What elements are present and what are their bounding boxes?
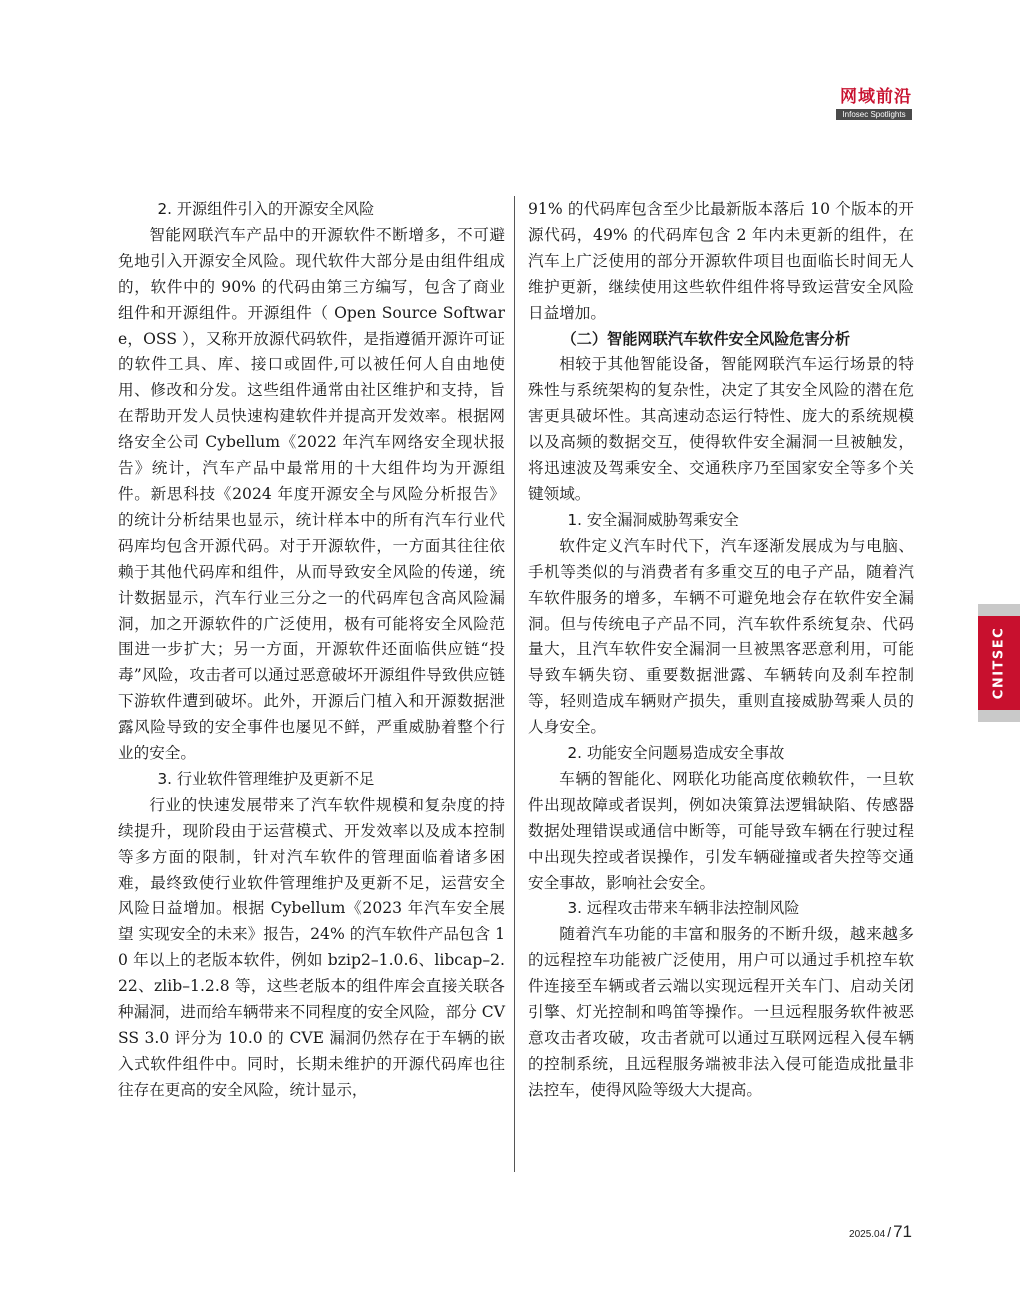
footer-slash: /: [887, 1224, 892, 1240]
paragraph: 软件定义汽车时代下，汽车逐渐发展成为与电脑、手机等类似的与消费者有多重交互的电子产品，随着汽车软件服务的增多，车辆不可避免地会存在软件安全漏洞。但与传统电子产品不同，汽车软件系统复杂、代码量大，且汽车软件安全漏洞一旦被黑客恶意利用，可能导致车辆失窃、重要数据泄露、车辆转向及刹车控制等，轻则造成车辆财产损失，重则直接威胁驾乘人员的人身安全。: [528, 536, 914, 737]
paragraph-continued: 91% 的代码库包含至少比最新版本落后 10 个版本的开源代码，49% 的代码库包含 2 年内未更新的组件，在汽车上广泛使用的部分开源软件项目也面临长时间无人维护更新，继续使用这些软件组件将导致运营安全风险日益增加。: [528, 200, 914, 322]
heading-risk-analysis: （二）智能网联汽车软件安全风险危害分析: [561, 329, 850, 348]
paragraph: 车辆的智能化、网联化功能高度依赖软件，一旦软件出现故障或者误判，例如决策算法逻辑缺陷、传感器数据处理错误或通信中断等，可能导致车辆在行驶过程中出现失控或者误操作，引发车辆碰撞或者失控等交通安全事故，影响社会安全。: [528, 769, 914, 892]
paragraph: 相较于其他智能设备，智能网联汽车运行场景的特殊性与系统架构的复杂性，决定了其安全风险的潜在危害更具破坏性。其高速动态运行特性、庞大的系统规模以及高频的数据交互，使得软件安全漏洞一旦被触发，将迅速波及驾乘安全、交通秩序乃至国家安全等多个关键领域。: [528, 355, 914, 503]
side-tab-label: CNITSEC: [991, 626, 1007, 700]
side-tab-gray-top: [978, 604, 1020, 616]
column-divider: [514, 196, 515, 1172]
page-number: 71: [893, 1222, 912, 1241]
paragraph: 行业的快速发展带来了汽车软件规模和复杂度的持续提升，现阶段由于运营模式、开发效率以及成本控制等多方面的限制，针对汽车软件的管理面临着诸多困难，最终致使行业软件管理维护及更新不足，运营安全风险日益增加。根据 Cybellum《2023 年汽车安全展望 实现安全的未来》报告，24% 的汽车软件产品包含 10 年以上的老版本软件，例如 bzip2–1.0.6、libcap–2.22、zlib–1.2.8 等，这些老版本的组件库会直接关联各种漏洞，进而给车辆带来不同程度的安全风险，部分 CVSS 3.0 评分为 10.0 的 CVE 漏洞仍然存在于车辆的嵌入式软件组件中。同时，长期未维护的开源代码库也往往存在更高的安全风险，统计显示，: [118, 795, 505, 1099]
heading-security-vulnerability: 1. 安全漏洞威胁驾乘安全: [567, 510, 739, 529]
heading-remote-attack: 3. 远程攻击带来车辆非法控制风险: [567, 899, 800, 918]
paragraph: 随着汽车功能的丰富和服务的不断升级，越来越多的远程控车功能被广泛使用，用户可以通过手机控车软件连接至车辆或者云端以实现远程开关车门、启动关闭引擎、灯光控制和鸣笛等操作。一旦远程服务软件被恶意攻击者攻破，攻击者就可以通过互联网远程入侵车辆的控制系统，且远程服务端被非法入侵可能造成批量非法控车，使得风险等级大大提高。: [528, 925, 914, 1099]
page-footer: [849, 1222, 912, 1242]
heading-software-maintenance: 3. 行业软件管理维护及更新不足: [157, 769, 375, 788]
left-column: [118, 197, 505, 1104]
side-tab: [978, 604, 1020, 722]
paragraph: 智能网联汽车产品中的开源软件不断增多，不可避免地引入开源安全风险。现代软件大部分是由组件组成的，软件中的 90% 的代码由第三方编写，包含了商业组件和开源组件。开源组件（ Open Source Software，OSS ），又称开放源代码软件，是指遵循开源许可证的软件工具、库、接口或固件,可以被任何人自由地使用、修改和分发。这些组件通常由社区维护和支持，旨在帮助开发人员快速构建软件并提高开发效率。根据网络安全公司 Cybellum《2022 年汽车网络安全现状报告》统计，汽车产品中最常用的十大组件均为开源组件。新思科技《2024 年度开源安全与风险分析报告》的统计分析结果也显示，统计样本中的所有汽车行业代码库均包含开源代码。对于开源软件，一方面其往往依赖于其他代码库和组件，从而导致安全风险的传递，统计数据显示，汽车行业三分之一的代码库包含高风险漏洞，加之开源软件的广泛使用，极有可能将安全风险范围进一步扩大；另一方面，开源软件还面临供应链“投毒”风险，攻击者可以通过恶意破坏开源组件导致供应链下游软件遭到破坏。此外，开源后门植入和开源数据泄露风险导致的安全事件也屡见不鲜，严重威胁着整个行业的安全。: [118, 225, 505, 763]
section-subtitle: Infosec Spotlights: [836, 109, 912, 120]
issue-date: 2025.04: [849, 1229, 886, 1240]
side-tab-gray-bottom: [978, 710, 1020, 722]
heading-open-source-risk: 2. 开源组件引入的开源安全风险: [157, 200, 375, 218]
section-header: [836, 86, 912, 120]
right-column: [528, 197, 914, 1104]
heading-functional-safety: 2. 功能安全问题易造成安全事故: [567, 744, 785, 763]
section-title: 网域前沿: [840, 87, 912, 107]
